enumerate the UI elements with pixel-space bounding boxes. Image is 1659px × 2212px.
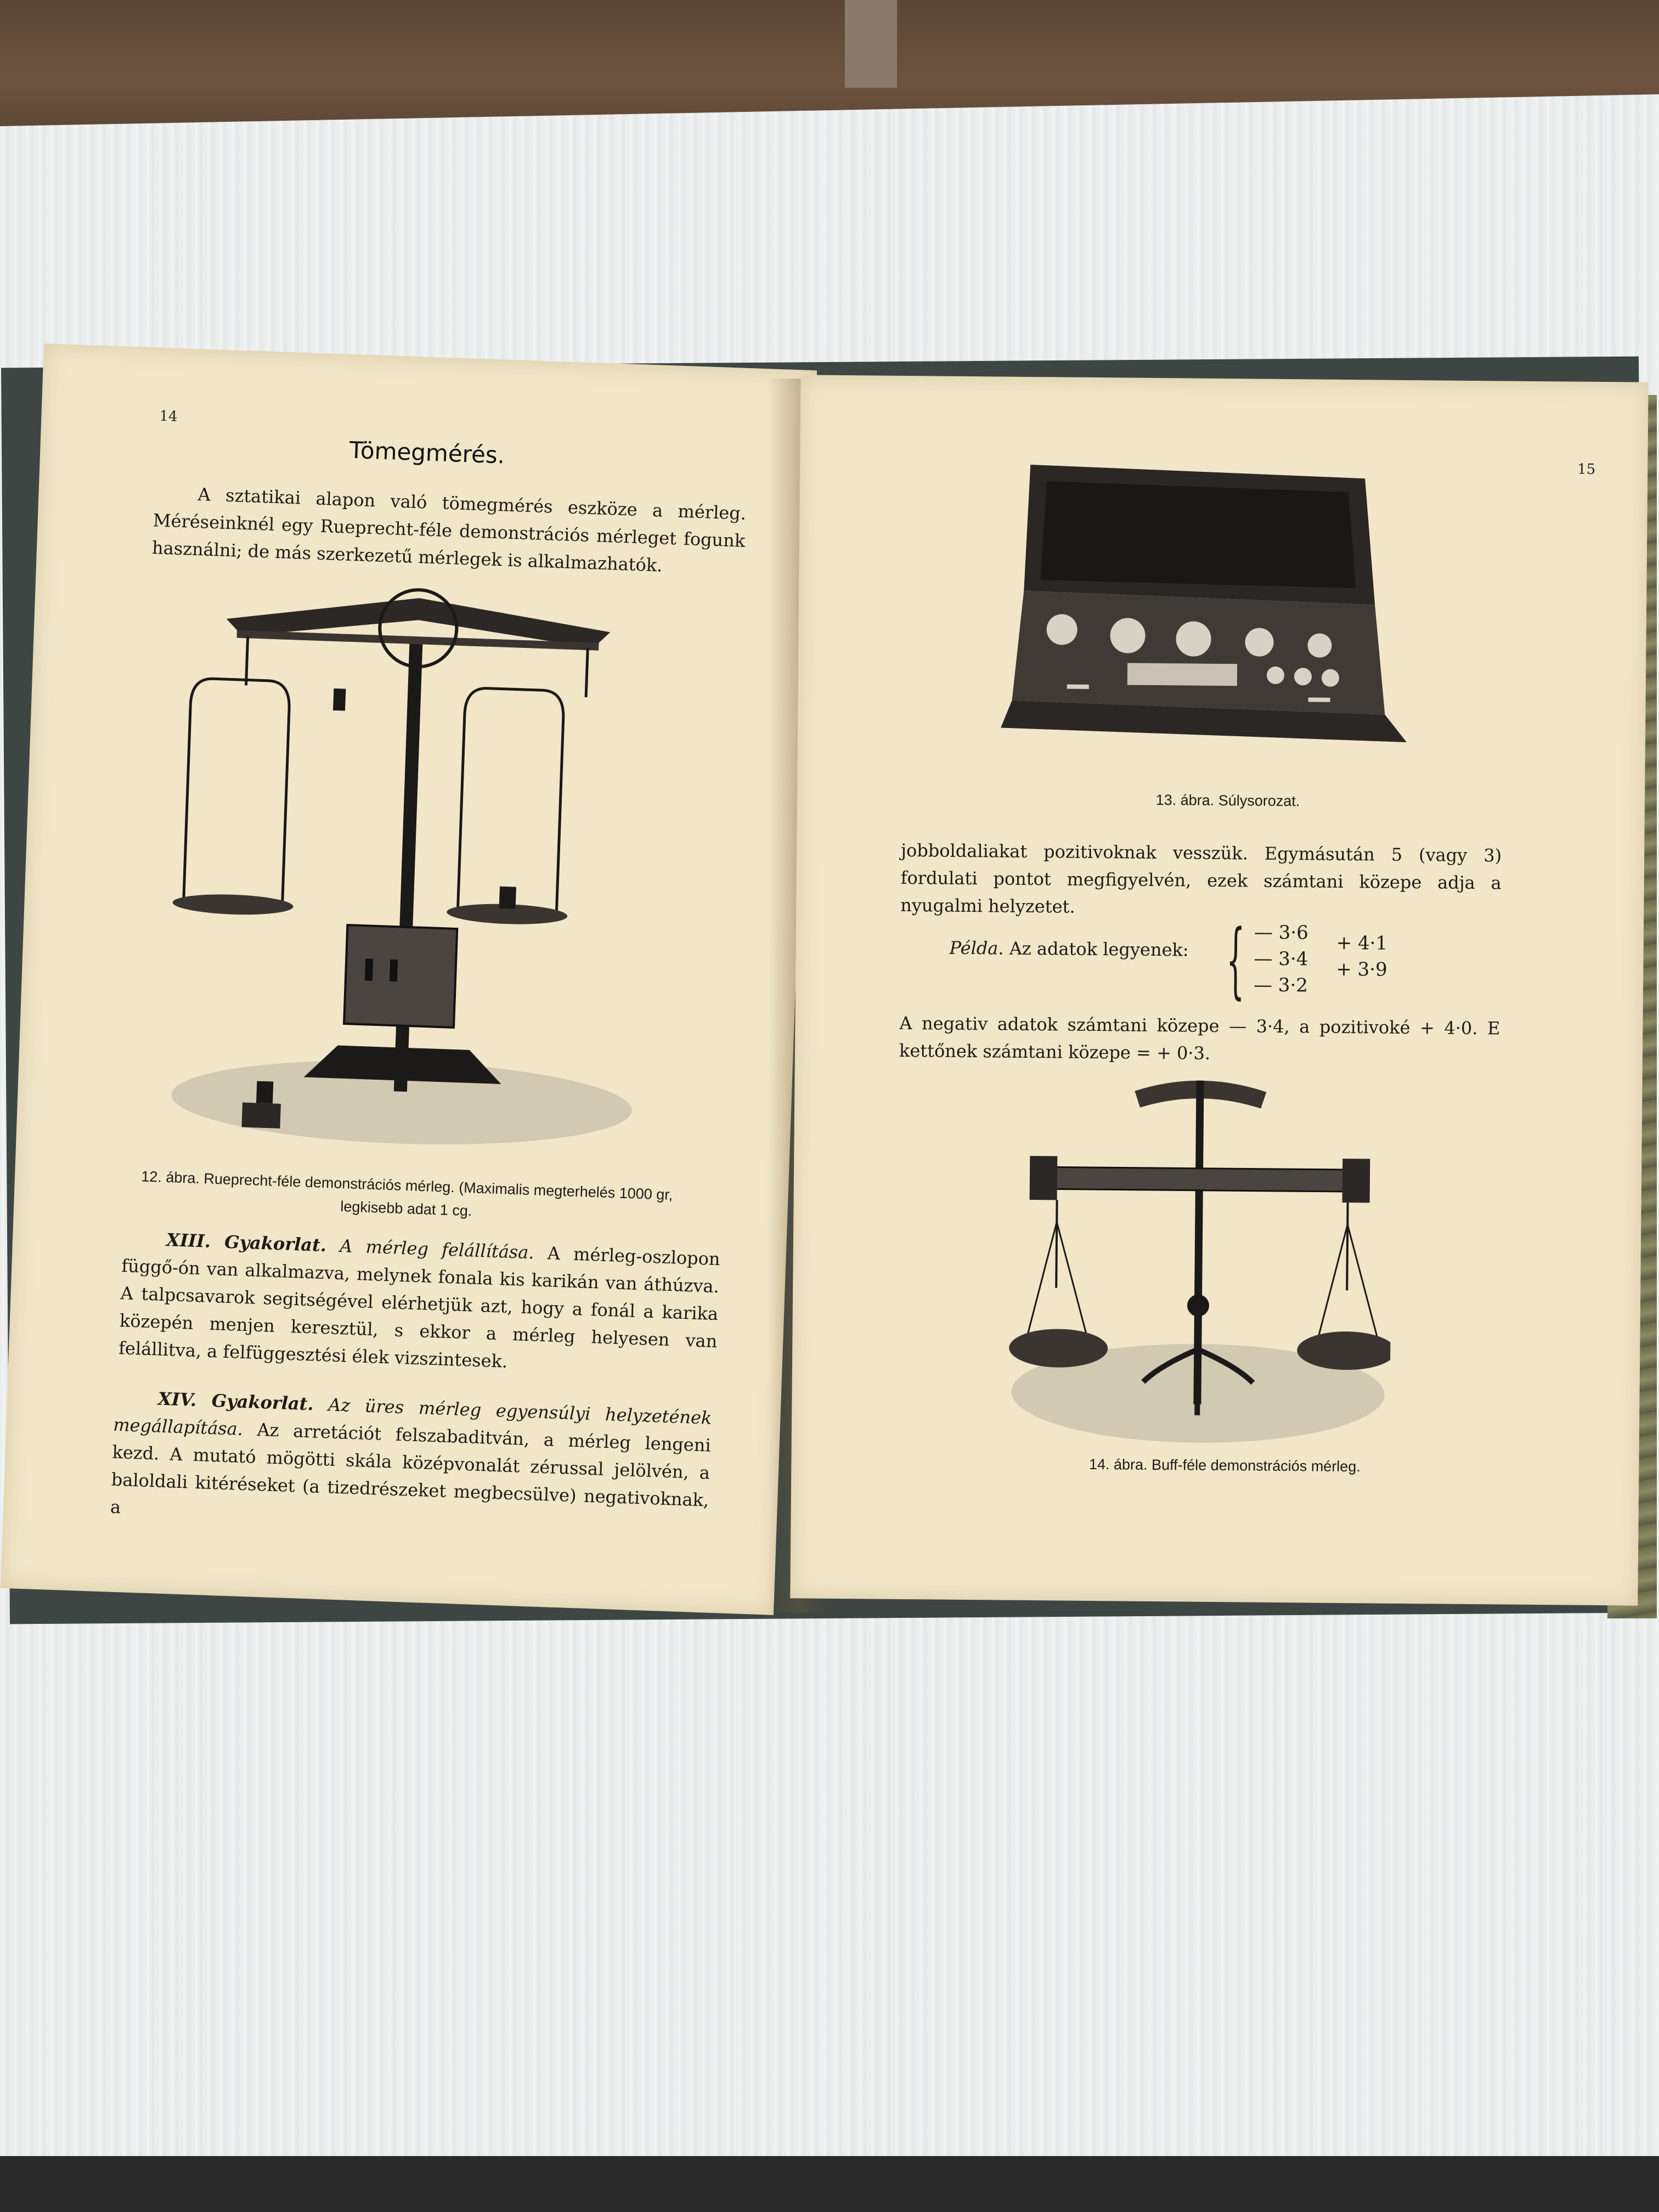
exercise-13-heading: XIII. Gyakorlat.	[166, 1229, 327, 1256]
page-number: 14	[159, 408, 178, 425]
negative-value: — 3·2	[1253, 974, 1308, 997]
exercise-14	[110, 1384, 712, 1542]
brace-symbol: {	[1226, 912, 1245, 1008]
weight-set-box-engraving	[1001, 454, 1409, 770]
brick-mortar-joint	[845, 0, 897, 88]
exercise-13	[118, 1224, 720, 1383]
result-paragraph: A negativ adatok számtani közepe — 3·4, a pozitivoké + 4·0. E kettőnek számtani közepe = + 0·3.	[899, 1012, 1500, 1064]
exercise-14-heading: XIV. Gyakorlat.	[157, 1388, 314, 1415]
example-data	[949, 912, 1498, 1008]
positive-value: + 4·1	[1336, 932, 1388, 955]
positive-values	[1336, 930, 1387, 983]
figure-12-caption: 12. ábra. Rueprecht-féle demonstrációs mérleg. (Maximalis megterhelés 1000 gr, legkisebb adat 1 cg.	[140, 1168, 673, 1220]
figure-14-caption: 14. ábra. Buff-féle demonstrációs mérleg.	[1088, 1455, 1361, 1475]
rueprecht-balance-engraving	[159, 568, 661, 1160]
positive-value: + 3·9	[1336, 958, 1387, 981]
exercise-13-text: A mérleg-oszlopon függő-ón van alkalmazva, melynek fonala kis karikán van áthúzva. A talpcsavarok segitségével elérhetjük azt, hogy a fonál a karika közepén menjen keresztül, s ekkor a mérleg helyesen van felállitva, a felfüggesztési élek vizszintesek.	[118, 1243, 721, 1372]
buff-balance-engraving	[1006, 1068, 1393, 1450]
negative-value: — 3·4	[1254, 947, 1308, 970]
example-label-italic: Példa.	[949, 937, 1004, 959]
floor-shadow	[0, 2156, 1659, 2212]
left-page	[1, 343, 817, 1615]
negative-values	[1254, 919, 1308, 999]
exercise-14-text: Az arretációt felszabaditván, a mérleg lengeni kezd. A mutató mögötti skála középvonalát zérussal jelölvén, a baloldali kitéréseket (a tizedrészeket megbecsülve) negativoknak, a	[110, 1419, 712, 1518]
exercise-14-title: Az üres mérleg egyensúlyi helyzetének megállapítása.	[112, 1394, 713, 1440]
figure-13-caption: 13. ábra. Súlysorozat.	[1155, 791, 1300, 810]
example-label-text: Az adatok legyenek:	[1009, 938, 1189, 961]
running-head: Tömegmérés.	[349, 436, 506, 469]
example-label	[949, 938, 1188, 961]
negative-value: — 3·6	[1254, 921, 1308, 944]
page-number: 15	[1577, 461, 1596, 478]
intro-paragraph: A sztatikai alapon való tömegmérés eszköze a mérleg. Méréseinknél egy Rueprecht-féle demonstrációs mérleget fogunk használni; de más szerkezetű mérlegek is alkalmazhatók.	[151, 484, 747, 576]
body-paragraph: jobboldaliakat pozitivoknak vesszük. Egymásután 5 (vagy 3) fordulati pontot megfigyelvén, ezek számtani közepe adja a nyugalmi helyzetet.	[900, 839, 1502, 917]
exercise-13-title: A mérleg felállítása.	[339, 1235, 535, 1263]
right-page	[790, 375, 1648, 1605]
